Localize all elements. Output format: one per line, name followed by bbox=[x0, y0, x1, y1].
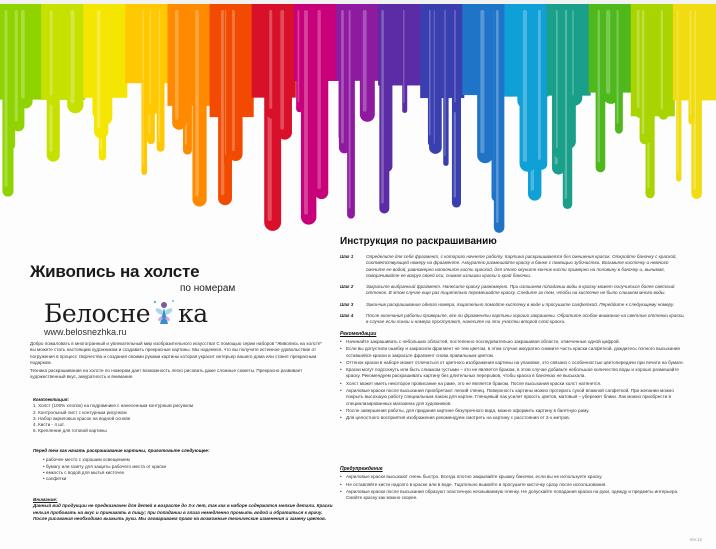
paint-drip bbox=[347, 0, 355, 219]
step-label: Шаг 1 bbox=[340, 254, 354, 259]
paint-drip bbox=[172, 0, 186, 130]
steps-list bbox=[340, 254, 685, 326]
step-text: После окончания работы проверьте, все ли фрагменты картины хорошо закрашены. Обратите особое внимание на светлые оттенки краски, в случае если линии и номера проступают, нанесите на эти участки второй слой краски. bbox=[366, 313, 685, 325]
paint-drip-highlight bbox=[642, 10, 645, 134]
recommendations bbox=[340, 331, 685, 422]
kit-item: 4. Кисти - 4 шт. bbox=[33, 422, 65, 428]
paint-drip-highlight bbox=[225, 10, 226, 154]
recommendation-item: • Холст может иметь некоторое провисание на раме, это не является браком. После высыхания краски холст натянется. bbox=[340, 381, 685, 387]
recommendations-heading: Рекомендации bbox=[340, 330, 377, 337]
paint-drip-highlight bbox=[690, 10, 692, 115]
paint-drip-highlight bbox=[50, 10, 53, 96]
paint-drip-highlight bbox=[677, 10, 678, 172]
paint-drip-highlight bbox=[341, 10, 344, 143]
paint-drip-highlight bbox=[606, 10, 610, 94]
paint-drip-banner bbox=[0, 0, 716, 260]
paint-drip bbox=[48, 0, 59, 106]
page-subtitle: по номерам bbox=[180, 283, 236, 294]
paint-drip bbox=[596, 0, 606, 172]
paint-drip bbox=[224, 0, 229, 164]
prep-heading: Перед тем как начать раскрашивание картины, приготовьте следующее: bbox=[33, 448, 210, 453]
paint-drip-highlight bbox=[556, 10, 558, 148]
paint-drip-highlight bbox=[195, 10, 199, 197]
paint-drip bbox=[640, 0, 651, 144]
paint-drip-highlight bbox=[617, 10, 619, 124]
recommendation-item: • После завершения работы, для придания картине безупречного вида, можно оформить картину в багетную раму. bbox=[340, 408, 685, 414]
recommendation-item: • Оттенок краски в наборе может отличаться от цветного изображения картины на упаковке, это связано с особенностью цветопередачи при печати на бумаге. bbox=[340, 360, 685, 366]
paint-drip-highlight bbox=[363, 10, 367, 112]
page-title: Живопись на холсте bbox=[30, 262, 200, 281]
paint-drip bbox=[536, 0, 548, 170]
paint-drip bbox=[94, 0, 108, 139]
instruction-step bbox=[340, 302, 685, 308]
paint-drip-highlight bbox=[175, 10, 178, 120]
instruction-step bbox=[340, 284, 685, 297]
kit-item: 1. Холст (100% хлопок) на подрамнике с нанесенным контурным рисунком bbox=[33, 403, 194, 409]
cautions bbox=[340, 466, 685, 502]
intro-paragraph-2: Техника раскрашивания на холсте по номерам дает возможность легко рисовать даже сложные сюжеты. Прекрасно развивает художественный вкус, аккуратность и внимание. bbox=[30, 368, 303, 380]
snowflake-fairy-icon bbox=[151, 298, 177, 328]
prep-section bbox=[33, 448, 323, 482]
paint-drip-highlight bbox=[269, 10, 272, 109]
prep-item: • салфетки bbox=[43, 476, 323, 482]
paint-drip-highlight bbox=[317, 10, 320, 189]
step-label: Шаг 3 bbox=[340, 301, 354, 307]
paint-drip bbox=[18, 0, 32, 108]
sheet-top-edge bbox=[0, 0, 716, 4]
paint-drip bbox=[477, 0, 493, 163]
paint-drip-highlight bbox=[429, 10, 430, 136]
instructions-title: Инструкция по раскрашиванию bbox=[340, 236, 497, 247]
paint-drip-highlight bbox=[598, 10, 600, 162]
paint-drip-highlight bbox=[15, 10, 18, 121]
caution-item: • Не оставляйте кисти надолго в краске или в воде. Тщательно вымойте и просушите кисточку сразу после использования. bbox=[340, 482, 685, 488]
paint-drip-highlight bbox=[221, 10, 224, 195]
warning-text: Данный вид продукции не предназначен для детей в возрасте до 3-х лет, так как в наборе содержатся мелкие детали. Краски нельзя пробовать на вкус и принимать в пищу; при попадании в глаза немедленно промыть водой и обратиться к врачу. После рисования необходимо вымыть руки. Мы оговариваем право на возможные технические изменения и замену цветов. bbox=[33, 503, 333, 521]
paint-drip-highlight bbox=[5, 10, 8, 187]
brand-logo bbox=[44, 296, 330, 330]
prep-list bbox=[43, 457, 323, 482]
warning-heading: Внимание: bbox=[33, 497, 58, 502]
paint-drip bbox=[615, 0, 623, 134]
paint-drip bbox=[428, 0, 434, 146]
paint-drip bbox=[688, 0, 694, 125]
logo-text-end: ка bbox=[178, 298, 208, 328]
paint-drip bbox=[192, 0, 206, 207]
instructions-column bbox=[340, 236, 685, 423]
kit-heading: Комплектация: bbox=[33, 397, 69, 402]
paint-drip bbox=[443, 0, 448, 166]
paint-drip-highlight bbox=[454, 10, 455, 102]
paint-drip bbox=[555, 0, 562, 158]
paint-drip-highlight bbox=[349, 10, 351, 209]
paint-drip-highlight bbox=[280, 10, 284, 130]
paint-drip bbox=[67, 0, 83, 113]
prep-item: • бумагу или газету для защиты рабочего места от краски bbox=[43, 464, 323, 470]
paint-drip bbox=[2, 0, 13, 197]
cautions-list bbox=[340, 474, 685, 501]
paint-drip bbox=[141, 0, 147, 175]
paint-drip bbox=[267, 0, 279, 119]
step-text: Закончив раскрашивание одного номера, тщательно помойте кисточку в воде и просушите салфеткой. Перейдите к следующему номеру. bbox=[366, 301, 675, 307]
prep-item: • емкость с водой для мытья кисточек bbox=[43, 470, 323, 476]
recommendation-item: • Акриловые краски после высыхания приобретают легкий глянец. Поверхность картины можно протирать сухой влажной салфеткой. При желании можно покрыть высохшую работу специальным лаком для картин. Глянцевый лак усилит яркость цветов, матовый – убережет блики. Лак можно приобрести в специализированных магазинах для художников. bbox=[340, 388, 685, 407]
recommendation-item: • Если вы допустили ошибку и закрасили фрагмент не тем цветом, в этом случае аккуратно снимите часть краски салфеткой, дождитесь полного высыхания оставшейся краски и закрасьте фрагмент снова правильным цветом. bbox=[340, 346, 685, 359]
paint-drip-highlight bbox=[538, 10, 541, 160]
paint-drip-highlight bbox=[97, 10, 101, 129]
paint-drip bbox=[659, 0, 669, 120]
paint-drip-highlight bbox=[21, 10, 25, 98]
logo-text-start: Белосне bbox=[44, 298, 151, 328]
paint-drip bbox=[379, 0, 389, 213]
paint-drip-highlight bbox=[523, 10, 527, 162]
kit-contents bbox=[33, 397, 323, 435]
step-label: Шаг 4 bbox=[340, 313, 354, 319]
paint-drip-highlight bbox=[565, 10, 567, 199]
paint-drip bbox=[360, 0, 375, 122]
step-text: Определите для себя фрагмент, с которого начнете работу. Картина раскрашивается без смешения красок. Откройте баночку с краской, соответствующей номеру на фрагменте. Аккуратно размешайте краску в банке с помощью зубочистки. Возьмите кисточку и немного смочите ее водой, равномерно наполните кисть краской, для этого окуните кончик кисти примерно на половину в баночку и, вынимая, поворачивайте ее вокруг своей оси, снимая излишки краски о край баночки. bbox=[366, 254, 677, 278]
step-text: Закрасьте выбранный фрагмент. Нанесите краску равномерно. При излишнем попадании воды в краску может получиться более светлый оттенок. В этом случае еще раз тщательно перемешайте краску. Следите за тем, чтобы на кисточке не было слишком много воды. bbox=[366, 284, 675, 296]
paint-drip bbox=[676, 0, 681, 182]
paint-drip bbox=[494, 0, 505, 233]
recommendation-item: • Краски могут подсохнуть или быть слишком густыми – это не является браком, в этом случае добавьте небольшое количество воды и хорошо размешайте краску. Рекомендуем раскрашивать картину без длительных перерывов, чтобы краска в баночках не высыхала. bbox=[340, 367, 685, 380]
kit-item: 2. Контрольный лист с контурным рисунком bbox=[33, 409, 127, 415]
recommendation-item: • Для целостного восприятия изображения рекомендуем смотреть на картину с расстояния от 2-х метров. bbox=[340, 415, 685, 421]
kit-item: 3. Набор акриловых красок на водной основе bbox=[33, 415, 131, 421]
recommendations-list bbox=[340, 339, 685, 422]
paint-drip-highlight bbox=[661, 10, 663, 110]
paint-drip-highlight bbox=[480, 10, 484, 153]
kit-list bbox=[33, 403, 323, 434]
caution-item: • Акриловые краски высыхают очень быстро. Всегда плотно закрывайте крышку баночки, если вы не используете краску. bbox=[340, 474, 685, 480]
paint-drip-highlight bbox=[496, 10, 499, 223]
website-url: www.belosnezhka.ru bbox=[44, 327, 127, 337]
kit-item: 5. Крепление для готовой картины bbox=[33, 428, 107, 434]
paint-drip-highlight bbox=[298, 10, 300, 102]
paint-drip-highlight bbox=[143, 10, 144, 165]
caution-item: • Акриловые краски после высыхания образуют эластичную несмываемую пленку. Не допускайте попадания краски на руки, одежду и предметы интерьера. Смойте краску как можно скорее. bbox=[340, 489, 685, 502]
footer-mark: rev.12 bbox=[689, 536, 702, 542]
paint-drip bbox=[277, 0, 292, 140]
paint-drip bbox=[315, 0, 328, 199]
cautions-heading: Предупреждение bbox=[340, 466, 383, 472]
intro-paragraph-1: Добро пожаловать в многогранный и увлекательный мир изобразительного искусства! С помощью серии наборов "Живопись на холсте" вы можете стать настоящим художником и создавать прекрасные картины. Мы надеемся, что вы получите истинное удовольствие от погружения в процесс творчества и создания своими руками картины которая украсит интерьер вашего дома или станет прекрасным подарком. bbox=[30, 341, 323, 365]
paint-drip-highlight bbox=[444, 10, 445, 156]
paint-drip bbox=[301, 0, 316, 225]
instruction-step bbox=[340, 313, 685, 326]
paint-drip bbox=[402, 0, 407, 113]
recommendation-item: • Начинайте закрашивать с небольших областей, постепенно последовательно закрашивая области, отмеченные одной цифрой. bbox=[340, 339, 685, 345]
instruction-step bbox=[340, 254, 685, 279]
paint-drip-highlight bbox=[403, 10, 404, 103]
paint-drip bbox=[453, 0, 459, 112]
paint-drip-highlight bbox=[304, 10, 308, 215]
paint-drip-highlight bbox=[637, 10, 640, 108]
prep-item: • рабочее место с хорошим освещением bbox=[43, 457, 323, 463]
paint-drip bbox=[520, 0, 537, 172]
intro-text bbox=[30, 341, 325, 383]
paint-drip bbox=[296, 0, 303, 112]
left-header bbox=[30, 262, 330, 337]
paint-drip-highlight bbox=[70, 10, 74, 103]
warning-section bbox=[33, 497, 333, 522]
step-label: Шаг 2 bbox=[340, 284, 354, 290]
paint-drip-highlight bbox=[381, 10, 383, 203]
